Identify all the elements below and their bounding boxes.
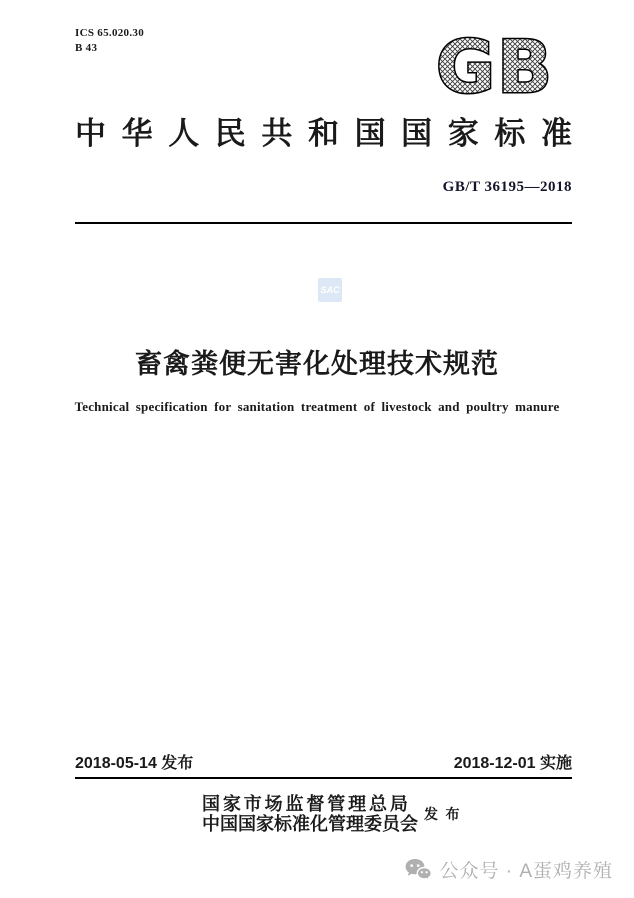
document-title-english: Technical specification for sanitation treatment of livestock and poultry manure bbox=[74, 399, 560, 414]
footer-watermark-text: 公众号 · A蛋鸡养殖 bbox=[439, 861, 613, 882]
ics-code: ICS 65.020.30 bbox=[75, 27, 144, 39]
publish-label: 发 布 bbox=[424, 808, 462, 823]
publisher-block bbox=[202, 794, 462, 834]
publisher-line2: 中国国家标准化管理委员会 bbox=[202, 814, 418, 834]
document-title-chinese: 畜禽粪便无害化处理技术规范 bbox=[135, 349, 499, 379]
gb-logo bbox=[430, 34, 560, 100]
footer-watermark bbox=[405, 856, 613, 883]
national-standard-title: 中 华 人 民 共 和 国 国 家 标 准 bbox=[75, 116, 572, 151]
bottom-rule bbox=[75, 777, 572, 779]
publisher-line1: 国 家 市 场 监 督 管 理 总 局 bbox=[202, 794, 408, 814]
standard-number: GB/T 36195—2018 bbox=[442, 179, 572, 195]
gb-logo-text: GB bbox=[436, 34, 554, 100]
top-rule bbox=[75, 222, 572, 224]
ics-category-code: B 43 bbox=[75, 42, 98, 54]
gb-logo-icon bbox=[430, 34, 560, 100]
wechat-icon bbox=[405, 858, 431, 882]
dates-row bbox=[75, 754, 572, 774]
sac-watermark: SAC bbox=[318, 278, 342, 302]
ics-classification bbox=[75, 26, 144, 56]
implementation-date: 2018-12-01 实施 bbox=[453, 755, 572, 772]
issue-date: 2018-05-14 发布 bbox=[75, 755, 194, 772]
publisher-names bbox=[202, 794, 418, 834]
